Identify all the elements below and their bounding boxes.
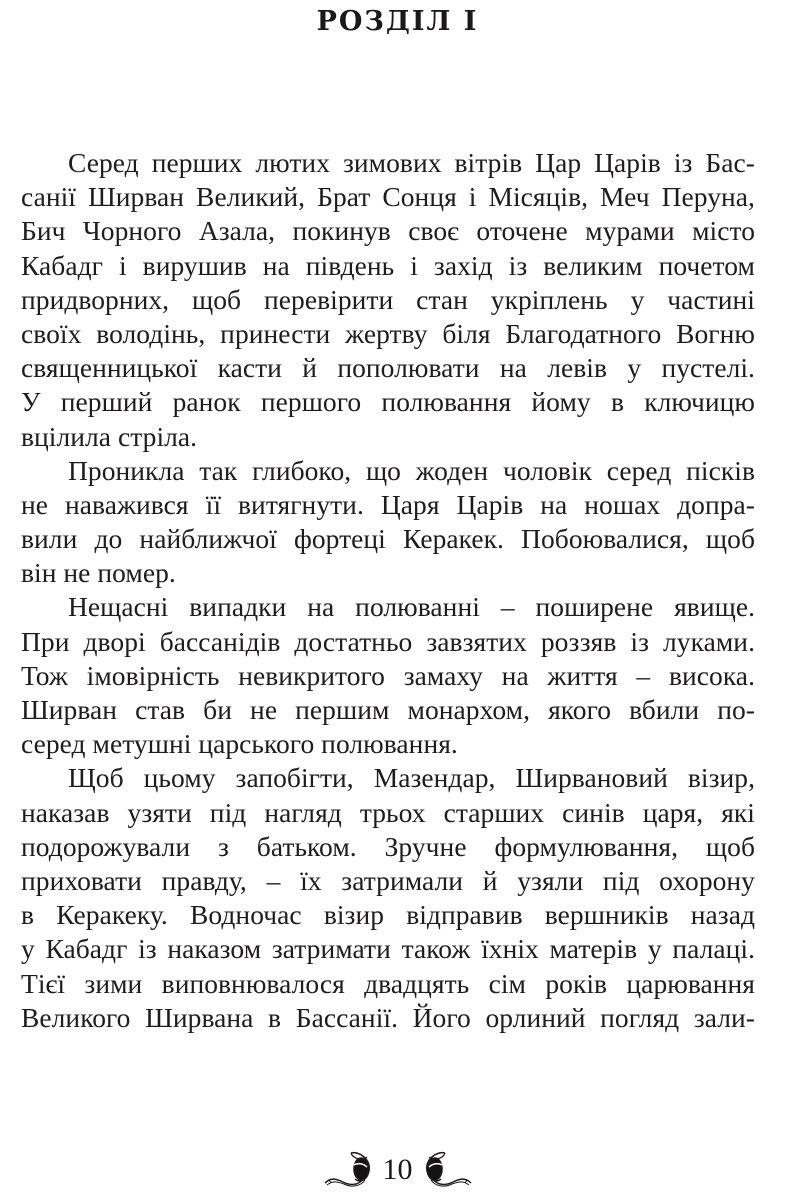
text-line: Великого Ширвана в Бассанії. Його орлиний погляд зали-: [21, 1001, 755, 1033]
body-text: [21, 146, 755, 1035]
celtic-knot-left-ornament-icon: [323, 1149, 373, 1189]
text-line: Бич Чорного Азала, покинув своє оточене мурами місто: [21, 215, 755, 247]
text-line: Кабадг і вирушив на південь і захід із великим почетом: [21, 249, 755, 281]
text-line: вили до найближчої фортеці Керакек. Побоювалися, щоб: [21, 523, 755, 555]
paragraph: [21, 146, 755, 454]
text-line: у Кабадг із наказом затримати також їхніх матерів у палаці.: [21, 933, 755, 965]
text-line: вцілила стріла.: [21, 420, 198, 452]
text-line: наказав узяти під нагляд трьох старших синів царя, які: [21, 796, 755, 828]
text-line: придворних, щоб перевірити стан укріплень у частині: [21, 283, 755, 315]
text-line: не наважився її витягнути. Царя Царів на ношах допра-: [21, 488, 755, 520]
text-line: Серед перших лютих зимових вітрів Цар Царів із Бас-: [68, 147, 755, 178]
text-line: Проникла так глибоко, що жоден чоловік серед пісків: [68, 454, 755, 486]
text-line: подорожували з батьком. Зручне формулювання, щоб: [21, 830, 755, 862]
text-line: При дворі бассанідів достатньо завзятих роззяв із луками.: [21, 625, 755, 657]
text-line: в Керакеку. Водночас візир відправив вершників назад: [21, 899, 755, 931]
chapter-title: РОЗДІЛ I: [316, 6, 479, 37]
text-line: Тієї зими виповнювалося двадцять сім років царювання: [21, 967, 755, 999]
text-line: священницької касти й пополювати на левів у пустелі.: [21, 352, 755, 384]
paragraph: [21, 761, 755, 1035]
text-line: У перший ранок першого полювання йому в ключицю: [21, 386, 755, 418]
text-line: Нещасні випадки на полюванні – поширене явище.: [68, 591, 755, 623]
paragraph: [21, 454, 755, 591]
text-line: він не помер.: [21, 557, 176, 589]
text-line: своїх володінь, принести жертву біля Благодатного Вогню: [21, 317, 755, 349]
page-footer: [0, 1146, 795, 1192]
text-line: Ширван став би не першим монархом, якого вбили по-: [21, 694, 755, 725]
text-line: приховати правду, – їх затримали й узяли під охорону: [21, 864, 755, 896]
text-line: Тож імовірність невикритого замаху на життя – висока.: [21, 659, 755, 691]
text-line: санії Ширван Великий, Брат Сонця і Місяців, Меч Перуна,: [21, 181, 755, 213]
text-line: серед метушні царського полювання.: [21, 728, 458, 760]
celtic-knot-right-ornament-icon: [423, 1149, 473, 1189]
text-line: Щоб цьому запобігти, Мазендар, Ширвановий візир,: [68, 762, 755, 794]
paragraph: [21, 590, 755, 761]
page-number: 10: [382, 1153, 413, 1186]
